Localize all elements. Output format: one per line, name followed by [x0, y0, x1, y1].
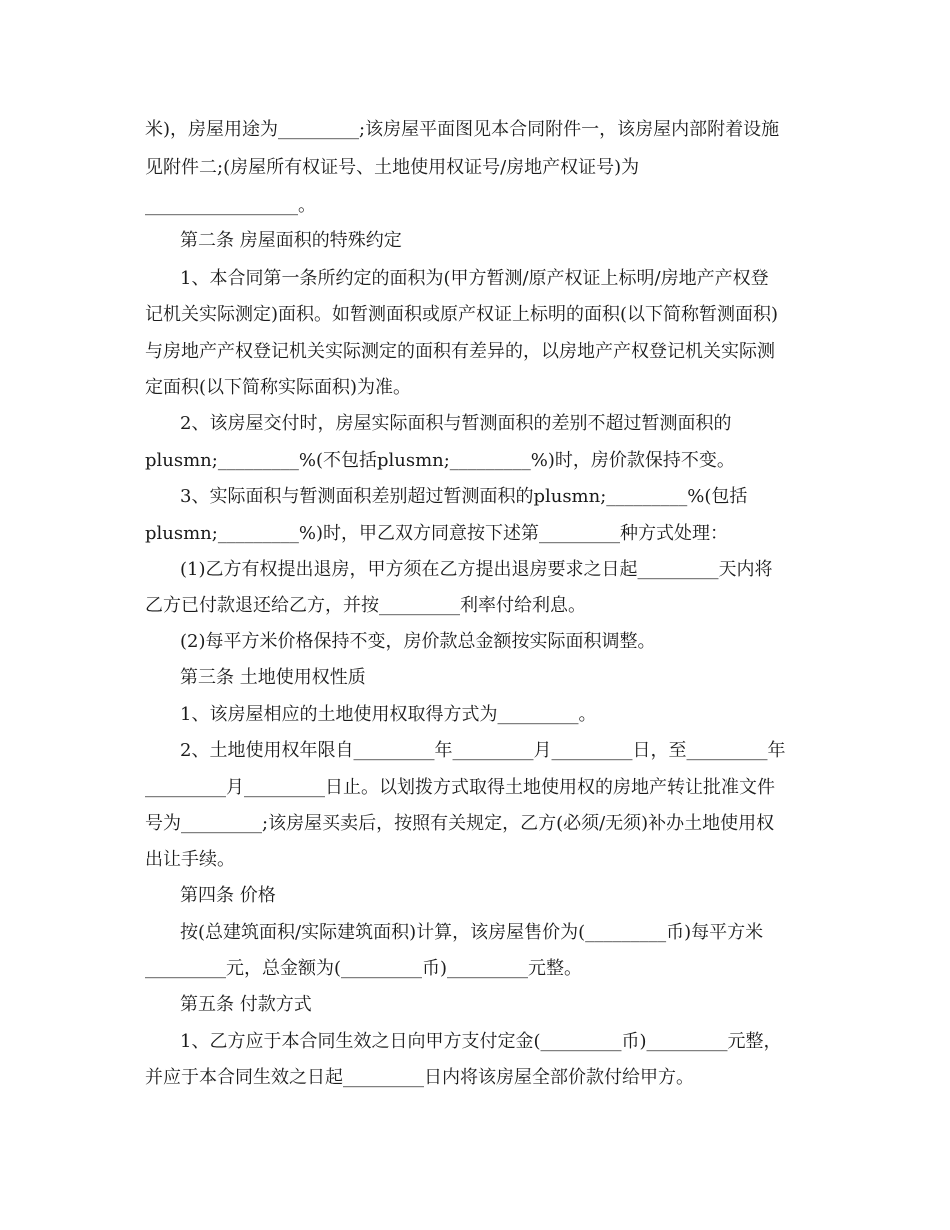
text-line: 定面积(以下简称实际面积)为准。	[145, 377, 412, 398]
text-line: 1、该房屋相应的土地使用权取得方式为_________。	[180, 704, 597, 725]
text-line: _________元，总金额为(_________币)_________元整。	[145, 958, 583, 979]
text-line: plusmn;_________%)时，甲乙双方同意按下述第_________种方式处理：	[145, 523, 728, 544]
text-line: 1、本合同第一条所约定的面积为(甲方暂测/原产权证上标明/房地产产权登	[180, 268, 769, 289]
text-line: 1、乙方应于本合同生效之日向甲方支付定金(_________币)_________元整，	[180, 1031, 782, 1052]
section-heading: 第二条 房屋面积的特殊约定	[180, 230, 402, 251]
text-line: 与房地产产权登记机关实际测定的面积有差异的，以房地产产权登记机关实际测	[145, 341, 775, 362]
text-line: 出让手续。	[145, 849, 235, 870]
text-line: 3、实际面积与暂测面积差别超过暂测面积的plusmn;_________%(包括	[180, 486, 748, 507]
text-line: (2)每平方米价格保持不变，房价款总金额按实际面积调整。	[180, 631, 656, 652]
text-line: 号为_________;该房屋买卖后，按照有关规定，乙方(必须/无须)补办土地使用权	[145, 813, 775, 834]
text-line: 2、该房屋交付时，房屋实际面积与暂测面积的差别不超过暂测面积的	[180, 413, 732, 434]
text-line: _________月_________日止。以划拨方式取得土地使用权的房地产转让批准文件	[145, 777, 775, 798]
text-line: 记机关实际测定)面积。如暂测面积或原产权证上标明的面积(以下简称暂测面积)	[145, 304, 779, 325]
text-line: 米)，房屋用途为_________;该房屋平面图见本合同附件一，该房屋内部附着设施	[145, 119, 780, 140]
text-line: plusmn;_________%(不包括plusmn;_________%)时，房价款保持不变。	[145, 450, 735, 471]
section-heading: 第四条 价格	[180, 885, 276, 906]
text-line: (1)乙方有权提出退房，甲方须在乙方提出退房要求之日起_________天内将	[180, 559, 773, 580]
text-line: _________________。	[145, 195, 316, 216]
text-line: 见附件二;(房屋所有权证号、土地使用权证号/房地产权证号)为	[145, 157, 640, 178]
section-heading: 第五条 付款方式	[180, 994, 312, 1015]
text-line: 乙方已付款退还给乙方，并按_________利率付给利息。	[145, 595, 586, 616]
text-line: 并应于本合同生效之日起_________日内将该房屋全部价款付给甲方。	[145, 1067, 694, 1088]
text-line: 按(总建筑面积/实际建筑面积)计算，该房屋售价为(_________币)每平方米	[180, 922, 764, 943]
text-line: 2、土地使用权年限自_________年_________月_________日，至_________年	[180, 740, 786, 761]
section-heading: 第三条 土地使用权性质	[180, 667, 366, 688]
